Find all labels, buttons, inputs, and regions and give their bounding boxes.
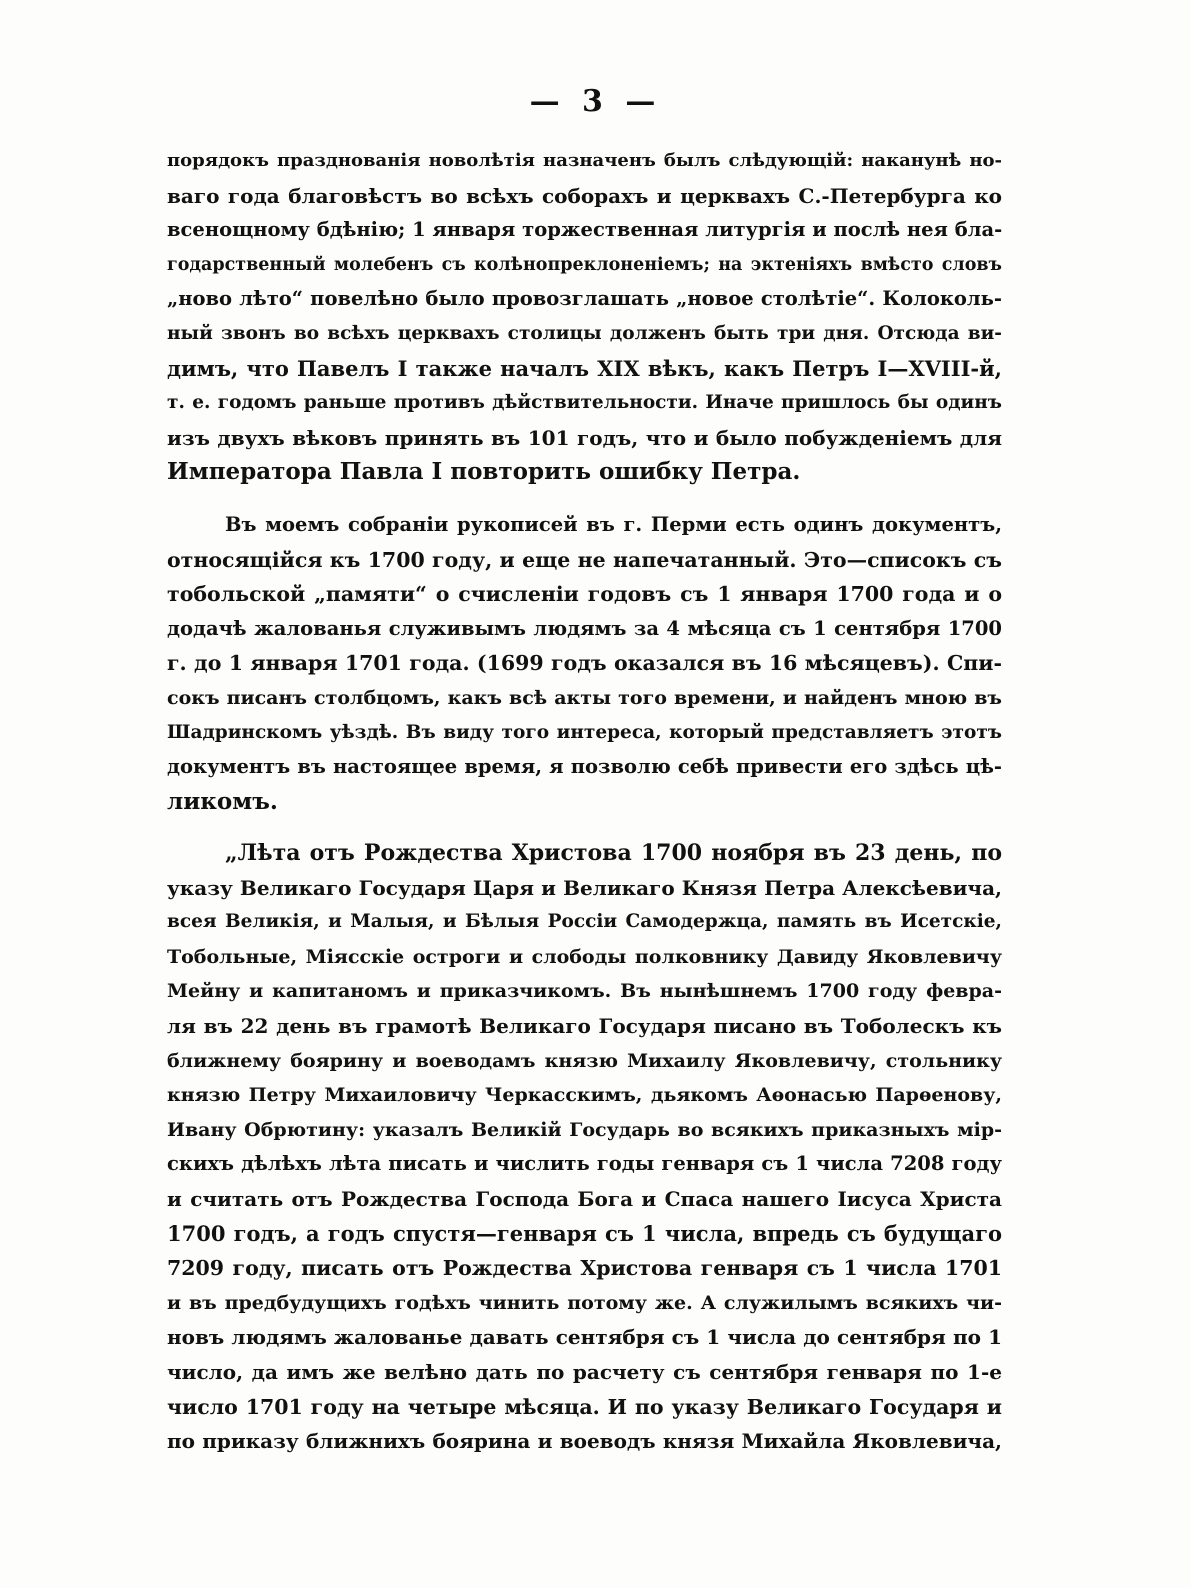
text-line: годарственный молебенъ съ колѣнопреклоненіемъ; на эктеніяхъ вмѣсто словъ [167, 254, 1002, 275]
text-line: ля въ 22 день въ грамотѣ Великаго Государя писано въ Тоболескъ къ [167, 1013, 1002, 1038]
text-line: сокъ писанъ столбцомъ, какъ всѣ акты того времени, и найденъ мною въ [167, 686, 1002, 709]
text-line: т. е. годомъ раньше противъ дѣйствительности. Иначе пришлось бы одинъ [167, 392, 1002, 414]
paragraph [167, 836, 1002, 1459]
paragraph [167, 144, 1002, 490]
text-line: число 1701 году на четыре мѣсяца. И по указу Великаго Государя и [167, 1394, 1002, 1419]
text-line: Тобольные, Міясскіе остроги и слободы полковнику Давиду Яковлевичу [167, 945, 1002, 968]
text-line: число, да имъ же велѣно дать по расчету съ сентября генваря по 1-е [167, 1359, 1002, 1384]
text-line: порядокъ празднованія новолѣтія назначенъ былъ слѣдующій: наканунѣ но- [167, 150, 1002, 171]
text-line: по приказу ближнихъ боярина и воеводъ князя Михайла Яковлевича, [167, 1429, 1002, 1454]
text-line: Ивану Обрютину: указалъ Великій Государь во всякихъ приказныхъ мір- [167, 1118, 1002, 1141]
text-line: Императора Павла I повторить ошибку Петра. [167, 458, 801, 486]
text-line: ближнему боярину и воеводамъ князю Михаилу Яковлевичу, стольнику [167, 1049, 1002, 1072]
text-line: князю Петру Михаиловичу Черкасскимъ, дьякомъ Аѳонасью Парѳенову, [167, 1084, 1002, 1107]
text-line: ваго года благовѣстъ во всѣхъ соборахъ и церквахъ С.-Петербурга ко [167, 183, 1002, 208]
text-line: Въ моемъ собраніи рукописей въ г. Перми есть одинъ документъ, [225, 513, 1002, 536]
text-line: димъ, что Павелъ I также началъ XIX вѣкъ, какъ Петръ I—XVIII-й, [167, 355, 1002, 381]
text-line: всенощному бдѣнію; 1 января торжественная литургія и послѣ нея бла- [167, 218, 1003, 242]
text-line: ный звонъ во всѣхъ церквахъ столицы долженъ быть три дня. Отсюда ви- [167, 322, 1002, 344]
text-line: „Лѣта отъ Рождества Христова 1700 ноября въ 23 день, по [225, 840, 1002, 866]
text-line: всея Великія, и Малыя, и Бѣлыя Россіи Самодержца, память въ Исетскіе, [167, 911, 1002, 933]
text-line: скихъ дѣлѣхъ лѣта писать и числить годы генваря съ 1 числа 7208 году [167, 1152, 1002, 1176]
text-line: додачѣ жалованья служивымъ людямъ за 4 мѣсяца съ 1 сентября 1700 [167, 616, 1002, 640]
text-line: изъ двухъ вѣковъ принять въ 101 годъ, что и было побужденіемъ для [167, 425, 1002, 450]
text-line: указу Великаго Государя Царя и Великаго Князя Петра Алексѣевича, [167, 875, 1002, 900]
text-line: „ново лѣто“ повелѣно было провозглашать „новое столѣтіе“. Колоколь- [167, 287, 1002, 311]
text-line: новъ людямъ жалованье давать сентября съ 1 числа до сентября по 1 [167, 1325, 1002, 1350]
text-line: тобольской „памяти“ о счисленіи годовъ съ 1 января 1700 года и о [167, 582, 1002, 607]
text-line: документъ въ настоящее время, я позволю себѣ привести его здѣсь цѣ- [167, 755, 1002, 779]
text-line: г. до 1 января 1701 года. (1699 годъ оказался въ 16 мѣсяцевъ). Спи- [167, 651, 1002, 676]
text-line: 7209 году, писать отъ Рождества Христова генваря съ 1 числа 1701 [167, 1256, 1002, 1281]
text-line: и считать отъ Рождества Господа Бога и Спаса нашего Іисуса Христа [167, 1186, 1002, 1211]
text-line: ликомъ. [167, 787, 278, 815]
text-line: Мейну и капитаномъ и приказчикомъ. Въ нынѣшнемъ 1700 году февра- [167, 980, 1002, 1003]
page-number: — 3 — [529, 84, 662, 119]
text-line: относящійся къ 1700 году, и еще не напечатанный. Это—списокъ съ [167, 547, 1002, 572]
text-line: Шадринскомъ уѣздѣ. Въ виду того интереса, который представляетъ этотъ [167, 721, 1002, 743]
paragraph [167, 508, 1002, 819]
text-line: и въ предбудущихъ годѣхъ чинить потому же. А служилымъ всякихъ чи- [167, 1291, 1002, 1314]
text-line: 1700 годъ, а годъ спустя—генваря съ 1 числа, впредь съ будущаго [167, 1220, 1002, 1246]
